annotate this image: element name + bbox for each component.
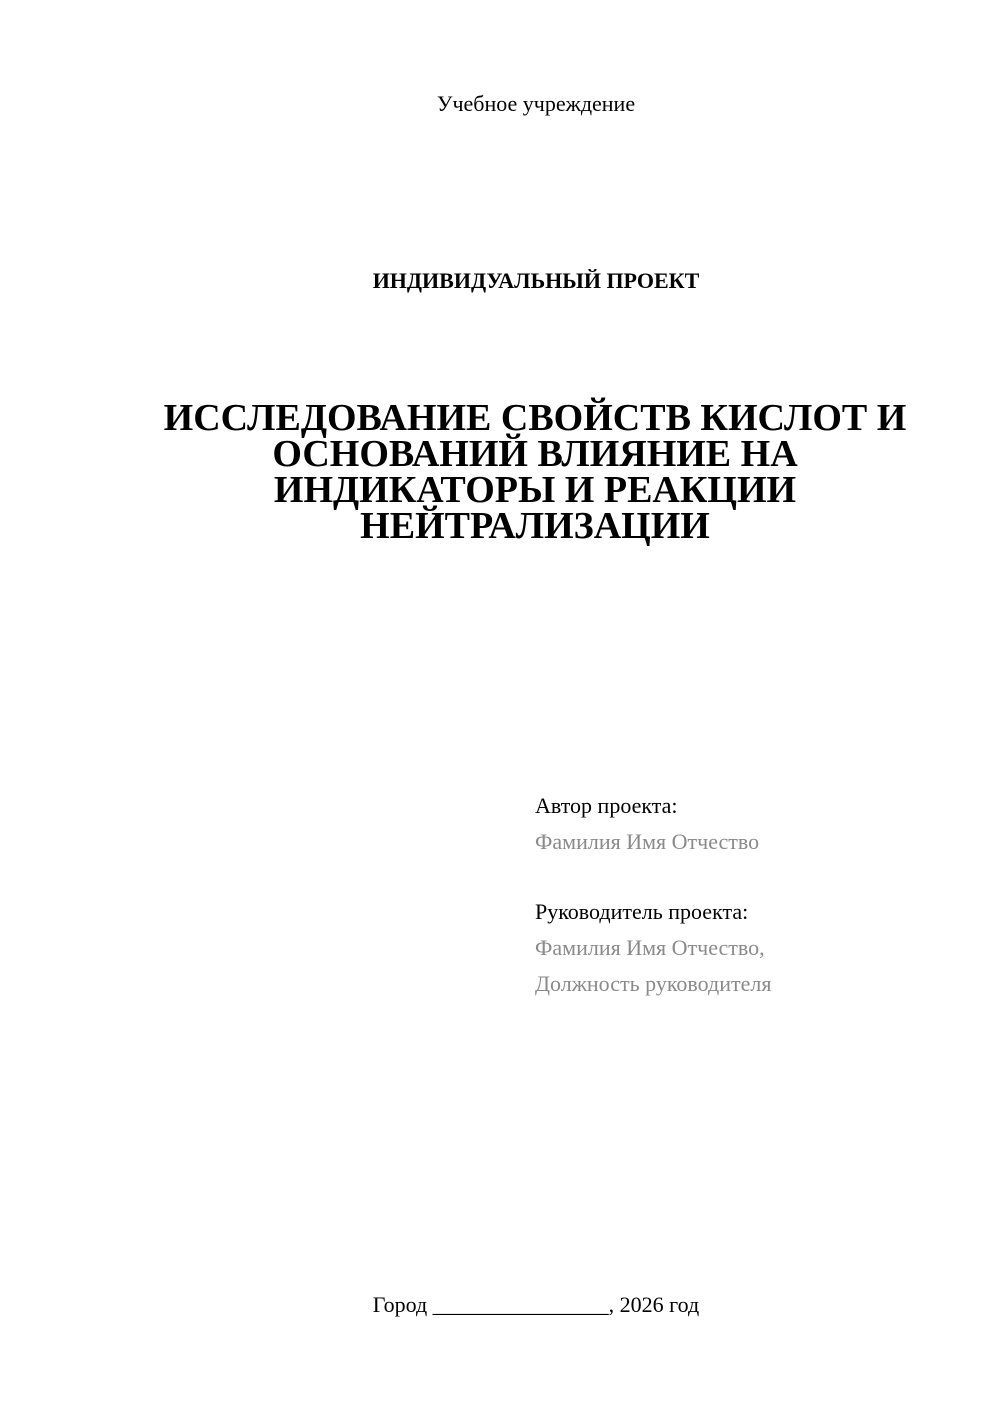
supervisor-block (535, 894, 975, 1002)
supervisor-name: Фамилия Имя Отчество, (535, 935, 765, 960)
author-label: Автор проекта: (535, 793, 678, 818)
author-block (535, 788, 975, 860)
supervisor-label: Руководитель проекта: (535, 899, 749, 924)
project-title-line-4: НЕЙТРАЛИЗАЦИИ (360, 505, 710, 547)
project-type-heading: ИНДИВИДУАЛЬНЫЙ ПРОЕКТ (372, 268, 700, 293)
supervisor-position: Должность руководителя (535, 971, 772, 996)
city-year-line: Город ________________, 2026 год (372, 1292, 700, 1317)
project-title-line-2: ОСНОВАНИЙ ВЛИЯНИЕ НА (272, 433, 798, 475)
project-title-line-1: ИССЛЕДОВАНИЕ СВОЙСТВ КИСЛОТ И (163, 397, 907, 439)
project-title (150, 397, 920, 547)
institution-name: Учебное учреждение (436, 91, 636, 116)
project-title-line-3: ИНДИКАТОРЫ И РЕАКЦИИ (273, 469, 797, 511)
author-name: Фамилия Имя Отчество (535, 829, 760, 854)
